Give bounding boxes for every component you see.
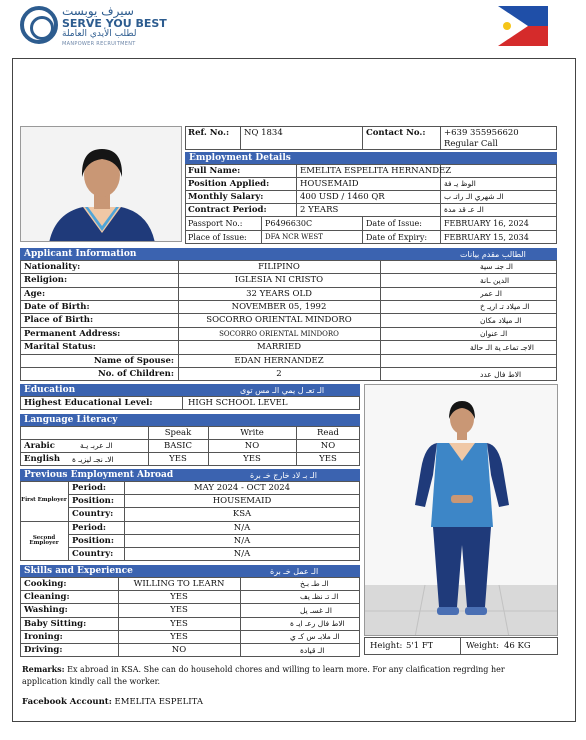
washing-arabic: الـ غسـ يل: [300, 605, 332, 615]
age-value: 32 YEARS OLD: [246, 288, 312, 299]
logo-arabic-tagline: لطلب الأيدي العاملة: [62, 29, 137, 39]
ironing-value: YES: [170, 631, 188, 642]
second-position-value: N/A: [233, 535, 251, 546]
weight-value: 46 KG: [504, 640, 531, 651]
remarks: [22, 663, 552, 688]
expiry-label: Date of Expiry:: [366, 232, 428, 242]
birthplace-arabic: الـ ميلاد مكان: [480, 315, 522, 325]
issue-date-label: Date of Issue:: [366, 218, 422, 228]
cooking-arabic: الـ طـ بـخ: [300, 579, 329, 589]
second-employer-label: Second Employer: [29, 534, 59, 546]
address-arabic: الـ عنوان: [480, 329, 508, 339]
contact-note: Regular Call: [444, 139, 498, 149]
marital-arabic: الاجـ تماعـ ية الـ حالة: [470, 342, 535, 352]
cleaning-arabic: الـ تـ نظـ يف: [300, 592, 339, 602]
marital-value: MARRIED: [256, 342, 302, 353]
second-period-value: N/A: [233, 522, 251, 533]
portrait-photo: [20, 126, 182, 242]
cooking-label: Cooking:: [24, 578, 67, 589]
position-label: Position Applied:: [188, 178, 270, 189]
arabic-write: NO: [244, 440, 260, 451]
logo-arabic: سيرف يوبست: [62, 4, 134, 18]
facebook-label: Facebook Account:: [22, 697, 112, 707]
position-value: HOUSEMAID: [300, 178, 359, 189]
full-name-value: EMELITA ESPELITA HERNANDEZ: [300, 165, 452, 176]
salary-label: Monthly Salary:: [188, 191, 264, 202]
height-label: Height:: [370, 640, 403, 651]
children-value: 2: [276, 369, 282, 380]
place-issue-value: DFA NCR WEST: [265, 233, 323, 241]
second-country-label: Country:: [72, 549, 114, 560]
applicant-info-header: Applicant Information الطالب مقدم بيانات: [20, 248, 557, 260]
age-arabic: الـ عمر: [480, 289, 502, 299]
birthplace-value: SOCORRO ORIENTAL MINDORO: [206, 315, 352, 326]
spouse-value: EDAN HERNANDEZ: [234, 355, 324, 366]
baby-sitting-value: YES: [170, 618, 188, 629]
full-body-photo: [364, 384, 558, 636]
first-employer-label: First Employer: [21, 497, 67, 504]
address-label: Permanent Address:: [24, 328, 121, 339]
language-header: Language Literacy: [20, 414, 360, 426]
facebook-account: [22, 697, 203, 707]
birthplace-label: Place of Birth:: [24, 315, 94, 326]
full-name-label: Full Name:: [188, 165, 241, 176]
driving-arabic: الـ قيادة: [300, 645, 325, 655]
logo-english: SERVE YOU BEST: [62, 17, 167, 30]
children-arabic: الاط فال عدد: [480, 369, 522, 379]
spouse-label: Name of Spouse:: [93, 355, 174, 366]
arabic-read: NO: [320, 440, 336, 451]
address-value: SOCORRO ORIENTAL MINDORO: [219, 329, 339, 338]
first-period-label: Period:: [72, 482, 107, 493]
cooking-value: WILLING TO LEARN: [133, 578, 225, 589]
education-value: HIGH SCHOOL LEVEL: [188, 398, 288, 409]
expiry-value: FEBRUARY 15, 2034: [444, 232, 529, 242]
company-logo: [20, 6, 58, 44]
weight-label: Weight:: [466, 640, 499, 651]
first-position-label: Position:: [72, 495, 114, 506]
skills-header: Skills and Experience الـ عمل خـ برة: [20, 565, 360, 577]
english-speak: YES: [169, 454, 187, 465]
english-write: YES: [243, 454, 261, 465]
cleaning-value: YES: [170, 591, 188, 602]
previous-employment-header: Previous Employment Abroad الـ بـ لاد خارج خـ برة: [20, 469, 360, 481]
first-country-value: KSA: [232, 509, 252, 520]
logo-subtitle: MANPOWER RECRUITMENT: [62, 41, 136, 47]
position-arabic: الوظ يـ فة: [444, 179, 476, 189]
washing-value: YES: [170, 605, 188, 616]
philippine-flag-icon: [498, 6, 548, 46]
religion-label: Religion:: [24, 275, 68, 286]
contact-label: Contact No.:: [366, 128, 426, 138]
second-period-label: Period:: [72, 522, 107, 533]
remarks-label: Remarks:: [22, 664, 65, 674]
first-position-value: HOUSEMAID: [212, 495, 272, 506]
english-lang-label: English: [24, 454, 61, 465]
remarks-text: Ex abroad in KSA. She can do household chores and willing to learn more. For any claification regrding her application kindly call the worker.: [22, 665, 505, 686]
english-read: YES: [319, 454, 337, 465]
facebook-value: EMELITA ESPELITA: [114, 697, 204, 707]
first-country-label: Country:: [72, 509, 114, 520]
driving-label: Driving:: [24, 645, 63, 656]
height-value: 5'1 FT: [406, 640, 434, 651]
arabic-speak: BASIC: [163, 440, 193, 451]
religion-arabic: الدين ـانة: [480, 275, 510, 285]
contract-label: Contract Period:: [188, 204, 267, 215]
dob-value: NOVEMBER 05, 1992: [231, 301, 327, 312]
first-period-value: MAY 2024 - OCT 2024: [193, 482, 291, 493]
dob-arabic: الـ ميلاد تـ اريـ خ: [480, 302, 530, 312]
second-position-label: Position:: [72, 535, 114, 546]
nationality-arabic: الـ جنـ سية: [480, 262, 513, 272]
contract-value: 2 YEARS: [300, 204, 339, 215]
passport-label: Passport No.:: [188, 218, 243, 228]
ironing-label: Ironing:: [24, 631, 63, 642]
education-header: Education الـ تعـ ل يمي الـ مس توى: [20, 384, 360, 396]
cleaning-label: Cleaning:: [24, 591, 70, 602]
salary-arabic: الـ شهري الـ راتـ ب: [444, 192, 504, 202]
speak-header: Speak: [164, 427, 192, 438]
write-header: Write: [240, 427, 264, 438]
nationality-label: Nationality:: [24, 261, 81, 272]
washing-label: Washing:: [24, 605, 68, 616]
dob-label: Date of Birth:: [24, 301, 90, 312]
religion-value: IGLESIA NI CRISTO: [234, 275, 324, 286]
ref-label: Ref. No.:: [188, 128, 230, 138]
education-label: Highest Educational Level:: [24, 398, 153, 409]
place-issue-label: Place of Issue:: [188, 232, 247, 242]
nationality-value: FILIPINO: [258, 261, 300, 272]
ref-value: NQ 1834: [244, 128, 283, 138]
baby-sitting-label: Baby Sitting:: [24, 618, 87, 629]
read-header: Read: [317, 427, 339, 438]
passport-value: P6496630C: [265, 218, 313, 228]
driving-value: NO: [171, 645, 187, 656]
children-label: No. of Children:: [97, 369, 174, 380]
marital-label: Marital Status:: [24, 342, 96, 353]
contact-value: +639 355956620: [444, 128, 519, 138]
english-lang-ar: الاـ نجـ ليزيـ ة: [72, 454, 114, 464]
arabic-lang-ar: الـ عربـ يـة: [80, 441, 113, 451]
ironing-arabic: الـ ملابـ س كـ ي: [290, 632, 340, 642]
second-country-value: N/A: [233, 549, 251, 560]
baby-sitting-arabic: الاط فال رعـ ايـ ة: [290, 619, 345, 629]
employment-details-header: Employment Details: [185, 152, 557, 164]
salary-value: 400 USD / 1460 QR: [300, 191, 385, 202]
issue-date-value: FEBRUARY 16, 2024: [444, 218, 529, 228]
age-label: Age:: [24, 288, 46, 299]
arabic-lang-label: Arabic: [24, 440, 55, 451]
contract-arabic: الـ عـ قد مدة: [444, 205, 484, 215]
